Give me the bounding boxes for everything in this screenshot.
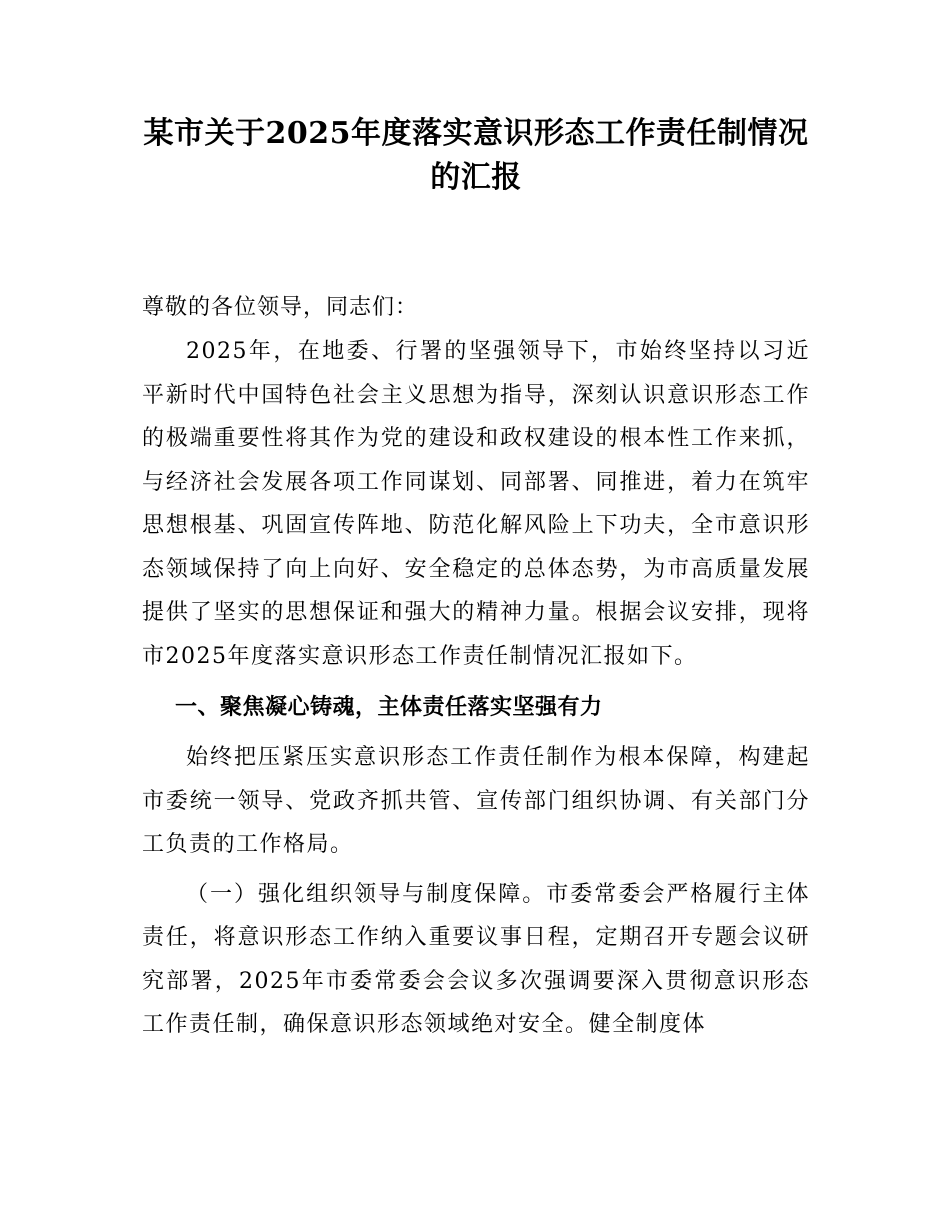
- section-1-paragraph: 始终把压紧压实意识形态工作责任制作为根本保障，构建起市委统一领导、党政齐抓共管、宣传部门组织协调、有关部门分工负责的工作格局。: [142, 745, 810, 857]
- document-page: [142, 0, 810, 1047]
- intro-paragraph: 2025年，在地委、行署的坚强领导下，市始终坚持以习近平新时代中国特色社会主义思想为指导，深刻认识意识形态工作的极端重要性将其作为党的建设和政权建设的根本性工作来抓，与经济社会发展各项工作同谋划、同部署、同推进，着力在筑牢思想根基、巩固宣传阵地、防范化解风险上下功夫，全市意识形态领域保持了向上向好、安全稳定的总体态势，为市高质量发展提供了坚实的思想保证和强大的精神力量。根据会议安排，现将市2025年度落实意识形态工作责任制情况汇报如下。: [142, 339, 810, 669]
- section-heading-1: 一、聚焦凝心铸魂，主体责任落实坚强有力: [175, 695, 603, 720]
- subsection-1-paragraph: （一）强化组织领导与制度保障。市委常委会严格履行主体责任，将意识形态工作纳入重要议事日程，定期召开专题会议研究部署，2025年市委常委会会议多次强调要深入贯彻意识形态工作责任制，确保意识形态领域绝对安全。健全制度体: [142, 881, 810, 1037]
- greeting: 尊敬的各位领导，同志们：: [142, 295, 419, 320]
- document-title: 某市关于2025年度落实意识形态工作责任制情况的汇报: [143, 116, 809, 195]
